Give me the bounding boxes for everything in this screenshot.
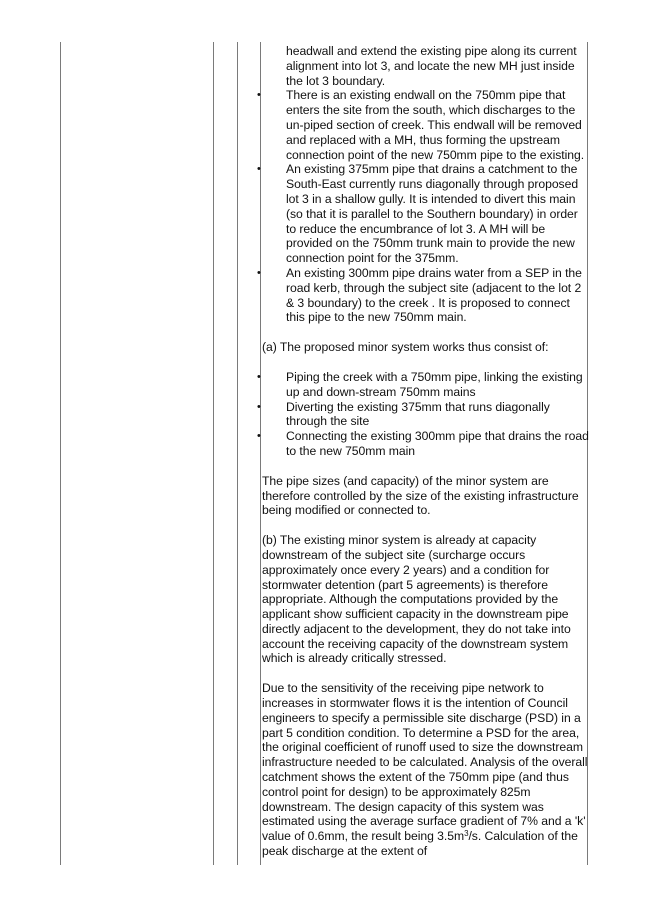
table-border-left [60,42,61,865]
paragraph-pipe-sizes: The pipe sizes (and capacity) of the minor system are therefore controlled by the size of the existing infrastructure being modified or connected to. [262,473,579,518]
paragraph-sensitivity-text: Due to the sensitivity of the receiving pipe network to increases in stormwater flows it is the intention of Council engineers to specify a permissible site discharge (PSD) in a part 5 condition condition. To determine a PSD for the area, the original coefficient of runoff used to size the downstream infrastructure needed to be calculated. Analysis of the overall catchment shows the extent of the 750mm pipe (and thus control point for design) to be approximately 825m downstream. The design capacity of this system was estimated using the average surface gradient of 7% and a 'k' value of 0.6mm, the result being 3.5m [262,681,588,844]
table-border-col1 [213,42,214,865]
list-item: • Piping the creek with a 750mm pipe, linking the existing up and down-stream 750mm mains [262,370,590,400]
bullet-list-existing-pipes [262,88,590,325]
content-cell [262,44,590,859]
list-item: • Connecting the existing 300mm pipe that drains the road to the new 750mm main [262,429,590,459]
continued-bullet-text: headwall and extend the existing pipe along its current alignment into lot 3, and locate the new MH just inside the lot 3 boundary. [286,44,577,88]
paragraph-a: (a) The proposed minor system works thus consist of: [262,340,549,355]
table-border-col2 [237,42,238,865]
paragraph-b: (b) The existing minor system is already at capacity downstream of the subject site (surcharge occurs approximately once every 2 years) and a condition for stormwater detention (part 5 agreements) is therefore appropriate. Although the computations provided by the applicant show sufficient capacity in the downstream pipe directly adjacent to the development, they do not take into account the receiving capacity of the downstream system which is already critically stressed. [262,533,571,666]
bullet-list-works [262,370,590,459]
list-item: • An existing 375mm pipe that drains a catchment to the South-East currently runs diagonally through proposed lot 3 in a shallow gully. It is intended to divert this main (so that it is parallel to the Southern boundary) in order to reduce the encumbrance of lot 3. A MH will be provided on the 750mm trunk main to provide the new connection point for the 375mm. [262,162,590,266]
paragraph-sensitivity-tail: /s. Calculation of the peak discharge at the extent of [262,829,578,859]
list-item: • There is an existing endwall on the 750mm pipe that enters the site from the south, which discharges to the un-piped section of creek. This endwall will be removed and replaced with a MH, thus forming the upstream connection point of the new 750mm pipe to the existing. [262,88,590,162]
list-item: • Diverting the existing 375mm that runs diagonally through the site [262,400,590,430]
list-item: • An existing 300mm pipe drains water from a SEP in the road kerb, through the subject site (adjacent to the lot 2 & 3 boundary) to the creek . It is proposed to connect this pipe to the new 750mm main. [262,266,590,325]
paragraph-sensitivity [262,681,590,859]
unit-superscript: 3 [464,829,469,839]
